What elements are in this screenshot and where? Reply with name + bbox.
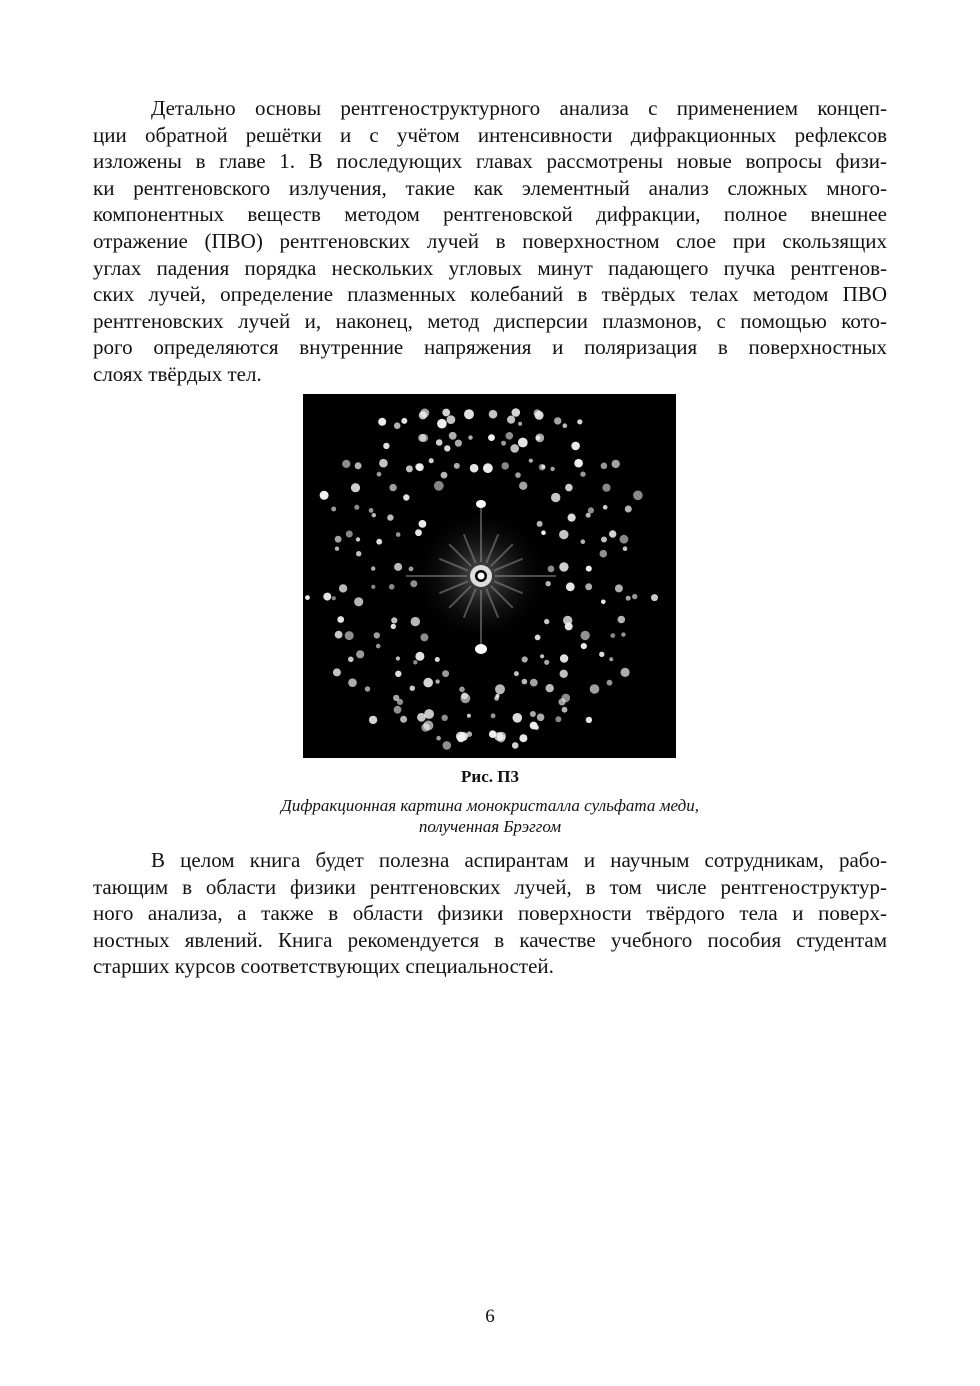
- paragraph-line: старших курсов соответствующих специальностей.: [93, 954, 554, 979]
- paragraph-line: Детально основы рентгеноструктурного анализа с применением концеп-: [151, 96, 887, 120]
- paragraph-line: изложены в главе 1. В последующих главах рассмотрены новые вопросы физи-: [93, 149, 887, 174]
- paragraph-line: рентгеновских лучей и, наконец, метод дисперсии плазмонов, с помощью кото-: [93, 308, 887, 333]
- figure-caption-line: Дифракционная картина монокристалла сульфата меди,: [281, 796, 699, 815]
- paragraph-intro: [93, 95, 887, 388]
- paragraph-line: углах падения порядка нескольких угловых минут падающего пучка рентгенов-: [93, 255, 887, 280]
- diffraction-pattern-graphic: [303, 394, 676, 758]
- paragraph-line: рого определяются внутренние напряжения и поляризация в поверхностных: [93, 335, 887, 360]
- paragraph-line: тающим в области физики рентгеновских лучей, в том числе рентгеноструктур-: [93, 874, 887, 899]
- paragraph-line: компонентных веществ методом рентгеновской дифракции, полное внешнее: [93, 202, 887, 227]
- figure-caption-line: полученная Брэггом: [418, 817, 562, 836]
- paragraph-line: ностных явлений. Книга рекомендуется в качестве учебного пособия студентам: [93, 927, 887, 952]
- paragraph-summary: [93, 847, 887, 980]
- page-number: 6: [485, 1306, 495, 1327]
- paragraph-line: отражение (ПВО) рентгеновских лучей в поверхностном слое при скользящих: [93, 228, 887, 253]
- paragraph-line: слоях твёрдых тел.: [93, 361, 262, 386]
- paragraph-line: В целом книга будет полезна аспирантам и научным сотрудникам, рабо-: [151, 848, 887, 872]
- figure-caption: [0, 795, 980, 837]
- diffraction-pattern-image: [303, 394, 676, 758]
- paragraph-line: ки рентгеновского излучения, такие как элементный анализ сложных много-: [93, 175, 887, 200]
- paragraph-line: ного анализа, а также в области физики поверхности твёрдого тела и поверх-: [93, 901, 887, 926]
- paragraph-line: ции обратной решётки и с учётом интенсивности дифракционных рефлексов: [93, 122, 887, 147]
- figure-label: Рис. П3: [461, 767, 519, 786]
- paragraph-line: ских лучей, определение плазменных колебаний в твёрдых телах методом ПВО: [93, 282, 887, 307]
